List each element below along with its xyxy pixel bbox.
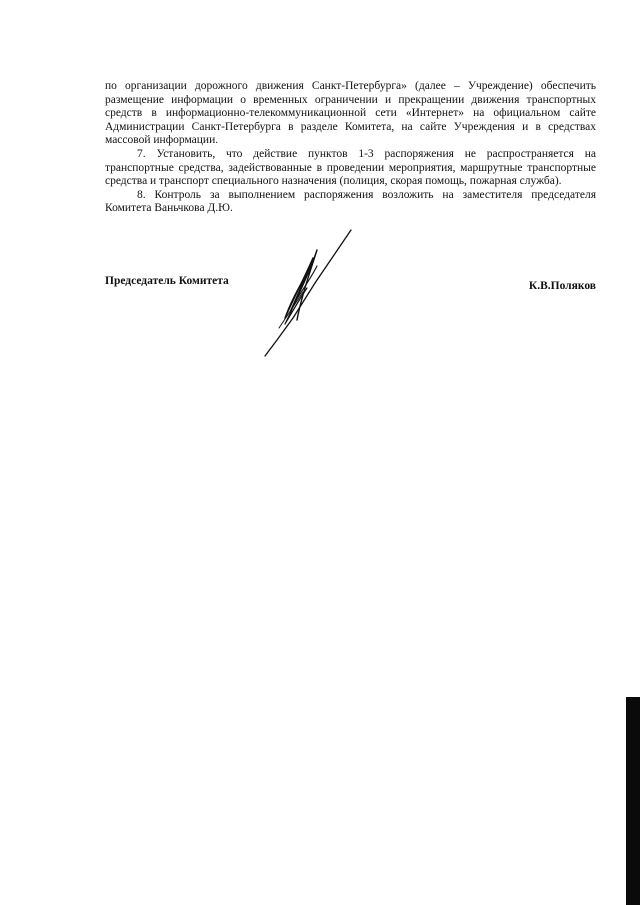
document-body — [105, 80, 596, 216]
paragraph-continuation: по организации дорожного движения Санкт-Петербурга» (далее – Учреждение) обеспечить размещение информации о временных ограничении и прекращении движения транспортных средств в информационно-телекоммуникационной сети «Интернет» на официальном сайте Администрации Санкт-Петербурга в разделе Комитета, на сайте Учреждения и в средствах массовой информации. — [105, 80, 596, 147]
scan-edge-mark — [626, 697, 640, 905]
paragraph-item-8: 8. Контроль за выполнением распоряжения возложить на заместителя председателя Комитета Ваньчкова Д.Ю. — [105, 188, 596, 215]
signatory-title: Председатель Комитета — [105, 275, 229, 287]
paragraph-item-7: 7. Установить, что действие пунктов 1-3 распоряжения не распространяется на транспортные средства, задействованные в проведении мероприятия, маршрутные транспортные средства и транспорт специального назначения (полиция, скорая помощь, пожарная служба). — [105, 147, 596, 188]
signatory-name: К.В.Поляков — [528, 280, 596, 292]
handwritten-signature — [255, 228, 365, 363]
